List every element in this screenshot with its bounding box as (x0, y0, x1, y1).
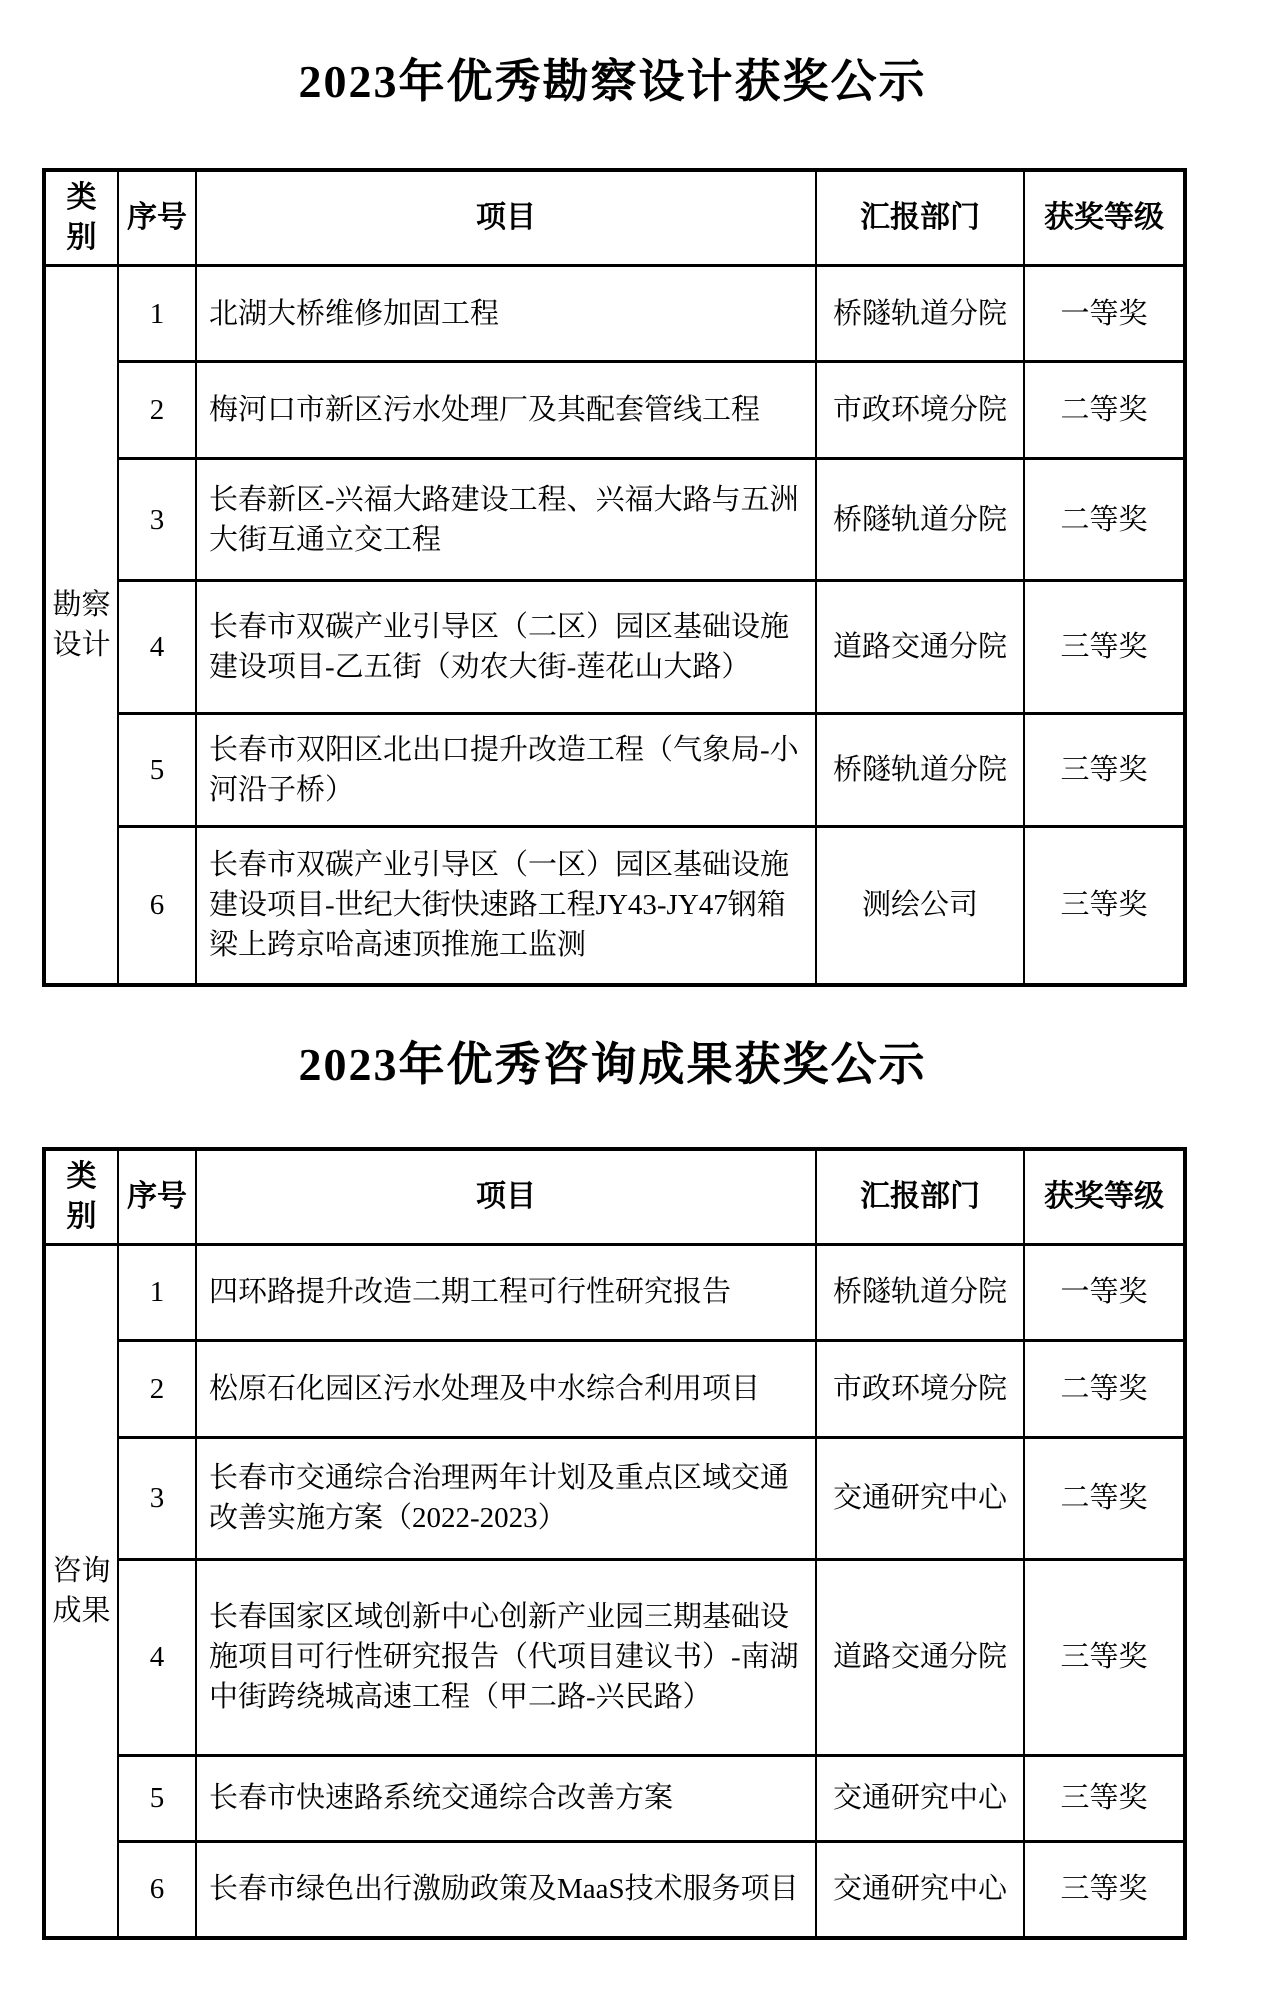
cell-project: 北湖大桥维修加固工程 (196, 266, 816, 362)
table-row (44, 581, 1185, 714)
cell-index: 1 (118, 1244, 196, 1340)
cell-project: 长春国家区域创新中心创新产业园三期基础设施项目可行性研究报告（代项目建议书）-南湖中街跨绕城高速工程（甲二路-兴民路） (196, 1559, 816, 1755)
cell-index: 2 (118, 1340, 196, 1437)
column-header-department: 汇报部门 (816, 1149, 1024, 1245)
cell-index: 3 (118, 1437, 196, 1559)
cell-index: 3 (118, 459, 196, 581)
column-header-category: 类别 (44, 1149, 118, 1245)
cell-department: 交通研究中心 (816, 1755, 1024, 1841)
table-row (44, 1244, 1185, 1340)
cell-award: 三等奖 (1024, 1755, 1185, 1841)
table-row (44, 714, 1185, 827)
table-row (44, 1755, 1185, 1841)
header-row (44, 1149, 1185, 1245)
cell-department: 桥隧轨道分院 (816, 459, 1024, 581)
table-row (44, 827, 1185, 985)
cell-department: 道路交通分院 (816, 581, 1024, 714)
column-header-department: 汇报部门 (816, 170, 1024, 266)
cell-index: 4 (118, 581, 196, 714)
column-header-award: 获奖等级 (1024, 1149, 1185, 1245)
cell-department: 桥隧轨道分院 (816, 1244, 1024, 1340)
table-row (44, 1559, 1185, 1755)
table-row (44, 266, 1185, 362)
cell-index: 1 (118, 266, 196, 362)
cell-project: 长春市交通综合治理两年计划及重点区域交通改善实施方案（2022-2023） (196, 1437, 816, 1559)
cell-award: 一等奖 (1024, 1244, 1185, 1340)
cell-index: 4 (118, 1559, 196, 1755)
cell-award: 二等奖 (1024, 362, 1185, 459)
cell-project: 梅河口市新区污水处理厂及其配套管线工程 (196, 362, 816, 459)
cell-project: 松原石化园区污水处理及中水综合利用项目 (196, 1340, 816, 1437)
table-row (44, 1437, 1185, 1559)
cell-project: 长春市绿色出行激励政策及MaaS技术服务项目 (196, 1841, 816, 1938)
cell-award: 三等奖 (1024, 1841, 1185, 1938)
cell-department: 桥隧轨道分院 (816, 714, 1024, 827)
cell-department: 桥隧轨道分院 (816, 266, 1024, 362)
column-header-project: 项目 (196, 1149, 816, 1245)
cell-award: 三等奖 (1024, 1559, 1185, 1755)
cell-award: 三等奖 (1024, 827, 1185, 985)
cell-award: 三等奖 (1024, 714, 1185, 827)
cell-department: 市政环境分院 (816, 362, 1024, 459)
cell-index: 6 (118, 827, 196, 985)
cell-project: 长春新区-兴福大路建设工程、兴福大路与五洲大街互通立交工程 (196, 459, 816, 581)
cell-category: 咨询成果 (44, 1244, 118, 1938)
table-row (44, 1841, 1185, 1938)
cell-project: 长春市双阳区北出口提升改造工程（气象局-小河沿子桥） (196, 714, 816, 827)
cell-award: 二等奖 (1024, 1437, 1185, 1559)
survey-design-title: 2023年优秀勘察设计获奖公示 (298, 56, 927, 107)
cell-project: 长春市双碳产业引导区（一区）园区基础设施建设项目-世纪大街快速路工程JY43-JY47钢箱梁上跨京哈高速顶推施工监测 (196, 827, 816, 985)
cell-award: 二等奖 (1024, 1340, 1185, 1437)
cell-project: 长春市快速路系统交通综合改善方案 (196, 1755, 816, 1841)
cell-index: 6 (118, 1841, 196, 1938)
cell-department: 市政环境分院 (816, 1340, 1024, 1437)
cell-department: 交通研究中心 (816, 1437, 1024, 1559)
cell-index: 5 (118, 714, 196, 827)
table-row (44, 362, 1185, 459)
column-header-index: 序号 (118, 170, 196, 266)
cell-department: 测绘公司 (816, 827, 1024, 985)
cell-award: 一等奖 (1024, 266, 1185, 362)
column-header-index: 序号 (118, 1149, 196, 1245)
column-header-category: 类别 (44, 170, 118, 266)
cell-index: 5 (118, 1755, 196, 1841)
table-row (44, 459, 1185, 581)
consulting-results-awards-table (42, 1147, 1187, 1941)
column-header-award: 获奖等级 (1024, 170, 1185, 266)
cell-award: 三等奖 (1024, 581, 1185, 714)
cell-project: 长春市双碳产业引导区（二区）园区基础设施建设项目-乙五街（劝农大街-莲花山大路） (196, 581, 816, 714)
cell-category: 勘察设计 (44, 266, 118, 985)
cell-department: 道路交通分院 (816, 1559, 1024, 1755)
column-header-project: 项目 (196, 170, 816, 266)
header-row (44, 170, 1185, 266)
cell-project: 四环路提升改造二期工程可行性研究报告 (196, 1244, 816, 1340)
consulting-results-title: 2023年优秀咨询成果获奖公示 (298, 1038, 927, 1090)
survey-design-awards-table (42, 168, 1187, 987)
table-row (44, 1340, 1185, 1437)
cell-award: 二等奖 (1024, 459, 1185, 581)
cell-index: 2 (118, 362, 196, 459)
cell-department: 交通研究中心 (816, 1841, 1024, 1938)
